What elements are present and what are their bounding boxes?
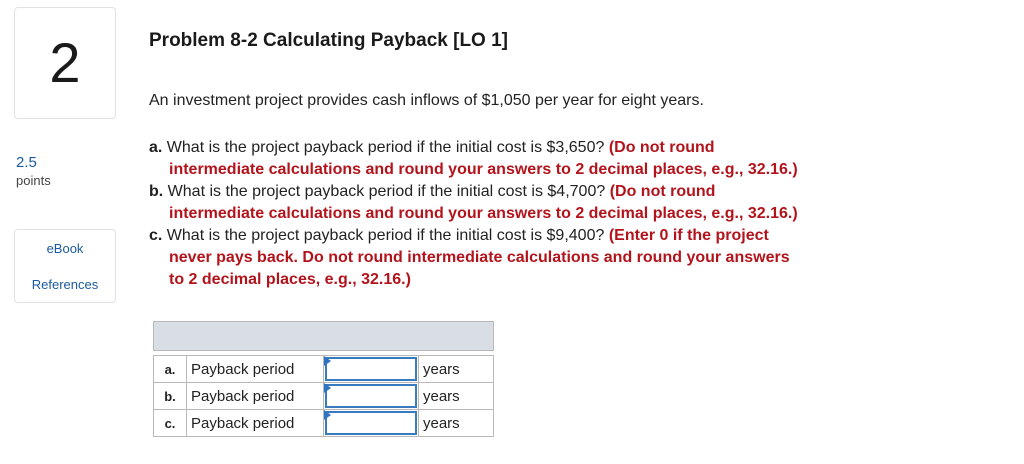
answer-input-b[interactable] — [325, 384, 417, 408]
row-unit: years — [419, 383, 494, 410]
problem-title: Problem 8-2 Calculating Payback [LO 1] — [149, 30, 508, 51]
ebook-link[interactable]: eBook — [46, 241, 84, 256]
cell-marker-icon — [324, 383, 331, 393]
question-parts — [149, 137, 909, 291]
part-a-instruction-cont: intermediate calculations and round your answers to 2 decimal places, e.g., 32.16.) — [169, 161, 798, 178]
row-letter: a. — [154, 356, 187, 383]
part-c-instruction: (Enter 0 if the project — [608, 227, 769, 244]
row-letter: c. — [154, 410, 187, 437]
cell-marker-icon — [324, 356, 331, 366]
table-row — [154, 356, 494, 383]
answer-cell — [324, 410, 419, 437]
part-c-text: What is the project payback period if the initial cost is $9,400? — [166, 227, 605, 244]
answer-table-header — [154, 322, 494, 351]
part-b-label: b. — [149, 183, 164, 200]
row-label: Payback period — [187, 383, 324, 410]
problem-intro: An investment project provides cash inflows of $1,050 per year for eight years. — [149, 92, 704, 109]
row-label: Payback period — [187, 356, 324, 383]
row-label: Payback period — [187, 410, 324, 437]
part-a-line — [149, 137, 909, 159]
answer-table-header-cell — [154, 322, 494, 351]
part-a-text: What is the project payback period if the initial cost is $3,650? — [166, 139, 605, 156]
answer-cell — [324, 356, 419, 383]
question-number: 2 — [49, 31, 81, 94]
table-row — [154, 410, 494, 437]
answer-table — [153, 321, 494, 437]
question-number-box — [14, 7, 116, 119]
cell-marker-icon — [324, 410, 331, 420]
part-a-label: a. — [149, 139, 163, 156]
part-c-label: c. — [149, 227, 163, 244]
part-b-line — [149, 181, 909, 203]
part-c-instruction-cont-2: to 2 decimal places, e.g., 32.16.) — [169, 271, 411, 288]
part-b-text: What is the project payback period if the initial cost is $4,700? — [167, 183, 606, 200]
row-letter: b. — [154, 383, 187, 410]
part-a-instruction: (Do not round — [608, 139, 715, 156]
table-row — [154, 383, 494, 410]
answer-input-a[interactable] — [325, 357, 417, 381]
row-unit: years — [419, 356, 494, 383]
references-link[interactable]: References — [31, 277, 99, 292]
row-unit: years — [419, 410, 494, 437]
answer-cell — [324, 383, 419, 410]
points-info — [16, 154, 51, 190]
points-value: 2.5 — [16, 154, 37, 171]
answer-input-c[interactable] — [325, 411, 417, 435]
resources-panel — [14, 229, 116, 303]
part-b-instruction-cont: intermediate calculations and round your answers to 2 decimal places, e.g., 32.16.) — [169, 205, 798, 222]
part-b-instruction: (Do not round — [609, 183, 716, 200]
part-c-line — [149, 225, 909, 247]
part-c-instruction-cont-1: never pays back. Do not round intermediate calculations and round your answers — [169, 249, 790, 266]
points-label: points — [16, 173, 51, 188]
